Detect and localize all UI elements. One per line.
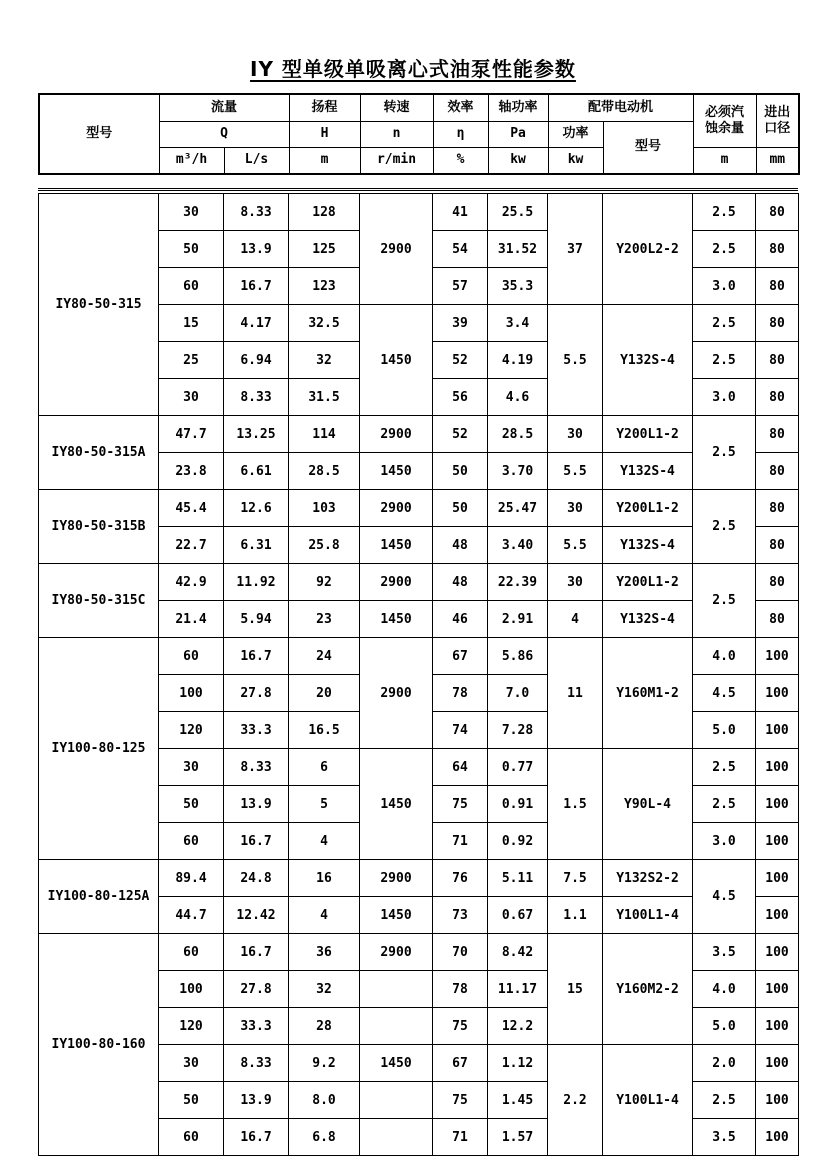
- table-cell: 2900: [360, 860, 433, 897]
- motor-power-label: 功率: [548, 121, 603, 147]
- table-cell: 2.5: [693, 490, 756, 564]
- pump-model-cell: IY100-80-160: [39, 934, 159, 1156]
- table-cell: 60: [159, 823, 224, 860]
- table-cell: 2.91: [488, 601, 548, 638]
- shaft-power-unit: kw: [488, 147, 548, 174]
- table-cell: 4.6: [488, 379, 548, 416]
- table-cell: 1450: [360, 305, 433, 416]
- table-cell: Y90L-4: [603, 749, 693, 860]
- col-header-flow: 流量: [159, 94, 289, 121]
- table-cell: 25: [159, 342, 224, 379]
- table-cell: Y132S-4: [603, 601, 693, 638]
- table-cell: 75: [433, 1008, 488, 1045]
- table-cell: 4: [289, 823, 360, 860]
- table-cell: 16.7: [224, 638, 289, 675]
- table-cell: 12.2: [488, 1008, 548, 1045]
- table-cell: 123: [289, 268, 360, 305]
- table-cell: 114: [289, 416, 360, 453]
- table-cell: 24: [289, 638, 360, 675]
- table-cell: 12.6: [224, 490, 289, 527]
- table-cell: 1.5: [548, 749, 603, 860]
- table-cell: 80: [756, 342, 799, 379]
- table-cell: 80: [756, 490, 799, 527]
- table-cell: 50: [159, 786, 224, 823]
- table-cell: 75: [433, 786, 488, 823]
- table-cell: 13.25: [224, 416, 289, 453]
- header-row-1: [39, 94, 799, 121]
- table-cell: 30: [159, 1045, 224, 1082]
- table-cell: 3.0: [693, 823, 756, 860]
- table-cell: 8.42: [488, 934, 548, 971]
- table-cell: 57: [433, 268, 488, 305]
- col-header-motor: 配带电动机: [548, 94, 693, 121]
- table-cell: 15: [548, 934, 603, 1045]
- col-header-speed: 转速: [360, 94, 433, 121]
- table-cell: 2900: [360, 638, 433, 749]
- table-cell: 23: [289, 601, 360, 638]
- table-cell: 48: [433, 527, 488, 564]
- table-cell: 16.7: [224, 934, 289, 971]
- table-cell: 4: [289, 897, 360, 934]
- table-cell: 45.4: [159, 490, 224, 527]
- pump-model-cell: IY80-50-315B: [39, 490, 159, 564]
- table-cell: 50: [159, 1082, 224, 1119]
- table-cell: 32: [289, 971, 360, 1008]
- table-cell: 30: [159, 749, 224, 786]
- table-cell: Y160M1-2: [603, 638, 693, 749]
- table-cell: 27.8: [224, 675, 289, 712]
- table-cell: 16.5: [289, 712, 360, 749]
- table-row: [39, 490, 799, 527]
- table-cell: 100: [756, 1008, 799, 1045]
- table-cell: 2900: [360, 194, 433, 305]
- table-cell: 2.5: [693, 1082, 756, 1119]
- table-cell: 21.4: [159, 601, 224, 638]
- table-cell: 16.7: [224, 823, 289, 860]
- table-cell: 1450: [360, 453, 433, 490]
- table-cell: 76: [433, 860, 488, 897]
- table-cell: 80: [756, 268, 799, 305]
- table-cell: 2.5: [693, 342, 756, 379]
- table-cell: 5.5: [548, 305, 603, 416]
- table-cell: 8.33: [224, 194, 289, 231]
- pump-table-body: [38, 193, 799, 1156]
- table-cell: 74: [433, 712, 488, 749]
- table-cell: 92: [289, 564, 360, 601]
- speed-unit: r/min: [360, 147, 433, 174]
- table-cell: 4: [548, 601, 603, 638]
- table-cell: 1450: [360, 897, 433, 934]
- table-cell: 7.5: [548, 860, 603, 897]
- table-cell: 50: [433, 453, 488, 490]
- table-cell: 6: [289, 749, 360, 786]
- pump-model-cell: IY100-80-125: [39, 638, 159, 860]
- table-cell: 1.12: [488, 1045, 548, 1082]
- section-divider-rule: [38, 188, 798, 191]
- table-cell: Y132S-4: [603, 453, 693, 490]
- table-cell: 6.94: [224, 342, 289, 379]
- table-cell: 100: [756, 749, 799, 786]
- table-cell: 2.5: [693, 305, 756, 342]
- table-cell: 3.5: [693, 1119, 756, 1156]
- table-cell: 5.5: [548, 453, 603, 490]
- table-cell: Y200L1-2: [603, 490, 693, 527]
- table-cell: 11: [548, 638, 603, 749]
- port-unit: mm: [756, 147, 799, 174]
- table-cell: 52: [433, 416, 488, 453]
- table-cell: 67: [433, 1045, 488, 1082]
- table-cell: 37: [548, 194, 603, 305]
- npsh-label-line1: 必须汽: [705, 104, 745, 120]
- table-cell: 128: [289, 194, 360, 231]
- table-cell: 31.52: [488, 231, 548, 268]
- table-cell: 16.7: [224, 1119, 289, 1156]
- table-cell: 4.5: [693, 675, 756, 712]
- col-header-npsh: [693, 94, 756, 147]
- head-unit: m: [289, 147, 360, 174]
- table-cell: 3.5: [693, 934, 756, 971]
- shaft-power-symbol: Pa: [488, 121, 548, 147]
- table-cell: 80: [756, 194, 799, 231]
- table-cell: 100: [756, 823, 799, 860]
- table-cell: 16.7: [224, 268, 289, 305]
- table-cell: 100: [756, 971, 799, 1008]
- table-cell: 80: [756, 564, 799, 601]
- table-cell: 7.28: [488, 712, 548, 749]
- table-cell: 2.0: [693, 1045, 756, 1082]
- col-header-efficiency: 效率: [433, 94, 488, 121]
- table-cell: 30: [159, 194, 224, 231]
- table-cell: 35.3: [488, 268, 548, 305]
- table-cell: 60: [159, 268, 224, 305]
- table-cell: 78: [433, 971, 488, 1008]
- table-cell: 120: [159, 712, 224, 749]
- table-cell: 4.0: [693, 971, 756, 1008]
- table-cell: 13.9: [224, 1082, 289, 1119]
- head-symbol: H: [289, 121, 360, 147]
- table-cell: [360, 1008, 433, 1045]
- table-cell: 36: [289, 934, 360, 971]
- table-cell: 67: [433, 638, 488, 675]
- table-cell: 41: [433, 194, 488, 231]
- efficiency-unit: %: [433, 147, 488, 174]
- table-cell: Y200L2-2: [603, 194, 693, 305]
- table-cell: 1450: [360, 527, 433, 564]
- table-cell: 2.5: [693, 416, 756, 490]
- pump-model-cell: IY80-50-315: [39, 194, 159, 416]
- table-cell: 73: [433, 897, 488, 934]
- table-area: [38, 93, 798, 1156]
- npsh-label-line2: 蚀余量: [705, 120, 745, 136]
- table-cell: [360, 1082, 433, 1119]
- table-cell: 3.0: [693, 379, 756, 416]
- table-cell: Y160M2-2: [603, 934, 693, 1045]
- table-cell: 100: [756, 1045, 799, 1082]
- table-cell: 20: [289, 675, 360, 712]
- table-cell: 60: [159, 638, 224, 675]
- table-cell: 120: [159, 1008, 224, 1045]
- table-cell: [360, 1119, 433, 1156]
- pump-model-cell: IY80-50-315C: [39, 564, 159, 638]
- table-cell: [360, 971, 433, 1008]
- table-cell: 1450: [360, 749, 433, 860]
- table-cell: 5.11: [488, 860, 548, 897]
- efficiency-symbol: η: [433, 121, 488, 147]
- table-row: [39, 194, 799, 231]
- table-cell: 30: [548, 416, 603, 453]
- table-cell: 48: [433, 564, 488, 601]
- motor-power-unit: kw: [548, 147, 603, 174]
- table-cell: 28.5: [289, 453, 360, 490]
- table-cell: 3.70: [488, 453, 548, 490]
- table-cell: 39: [433, 305, 488, 342]
- table-cell: Y200L1-2: [603, 416, 693, 453]
- table-row: [39, 860, 799, 897]
- table-cell: 80: [756, 453, 799, 490]
- table-cell: 0.77: [488, 749, 548, 786]
- table-cell: 70: [433, 934, 488, 971]
- table-cell: 80: [756, 527, 799, 564]
- table-cell: Y132S-4: [603, 305, 693, 416]
- col-header-head: 扬程: [289, 94, 360, 121]
- table-cell: 100: [756, 860, 799, 897]
- table-cell: 2900: [360, 564, 433, 601]
- table-cell: 44.7: [159, 897, 224, 934]
- table-cell: 24.8: [224, 860, 289, 897]
- table-cell: 2.5: [693, 786, 756, 823]
- table-cell: 103: [289, 490, 360, 527]
- table-cell: 1450: [360, 601, 433, 638]
- table-cell: 2900: [360, 934, 433, 971]
- table-cell: 52: [433, 342, 488, 379]
- table-cell: 5.86: [488, 638, 548, 675]
- table-cell: 11.17: [488, 971, 548, 1008]
- table-cell: 47.7: [159, 416, 224, 453]
- table-cell: 6.31: [224, 527, 289, 564]
- table-cell: 78: [433, 675, 488, 712]
- table-cell: 27.8: [224, 971, 289, 1008]
- table-cell: 125: [289, 231, 360, 268]
- table-cell: 71: [433, 1119, 488, 1156]
- table-cell: 8.0: [289, 1082, 360, 1119]
- table-cell: 5.0: [693, 1008, 756, 1045]
- table-cell: 56: [433, 379, 488, 416]
- table-cell: 100: [756, 712, 799, 749]
- table-cell: 1.57: [488, 1119, 548, 1156]
- table-cell: 25.47: [488, 490, 548, 527]
- flow-unit-m3h: m³/h: [159, 147, 224, 174]
- table-cell: 7.0: [488, 675, 548, 712]
- table-cell: 30: [548, 564, 603, 601]
- table-cell: 5.0: [693, 712, 756, 749]
- table-cell: 32.5: [289, 305, 360, 342]
- table-cell: Y132S-4: [603, 527, 693, 564]
- table-cell: 5: [289, 786, 360, 823]
- table-cell: 12.42: [224, 897, 289, 934]
- table-cell: 15: [159, 305, 224, 342]
- table-cell: 9.2: [289, 1045, 360, 1082]
- table-cell: 6.8: [289, 1119, 360, 1156]
- table-cell: 100: [756, 1082, 799, 1119]
- table-cell: 5.94: [224, 601, 289, 638]
- table-cell: 100: [159, 971, 224, 1008]
- table-row: [39, 934, 799, 971]
- table-cell: 54: [433, 231, 488, 268]
- col-header-shaft-power: 轴功率: [488, 94, 548, 121]
- table-cell: 71: [433, 823, 488, 860]
- table-cell: 5.5: [548, 527, 603, 564]
- pump-table-header: [38, 93, 800, 175]
- table-cell: 89.4: [159, 860, 224, 897]
- npsh-unit: m: [693, 147, 756, 174]
- table-cell: 80: [756, 305, 799, 342]
- table-cell: 0.67: [488, 897, 548, 934]
- table-cell: 30: [548, 490, 603, 527]
- motor-model-label: 型号: [603, 121, 693, 174]
- col-header-port: [756, 94, 799, 147]
- page-title: IY 型单级单吸离心式油泵性能参数: [250, 57, 576, 81]
- table-cell: 25.8: [289, 527, 360, 564]
- table-cell: 100: [756, 934, 799, 971]
- table-cell: 46: [433, 601, 488, 638]
- pump-model-cell: IY80-50-315A: [39, 416, 159, 490]
- table-cell: 25.5: [488, 194, 548, 231]
- table-cell: 6.61: [224, 453, 289, 490]
- table-cell: 2.2: [548, 1045, 603, 1156]
- flow-unit-ls: L/s: [224, 147, 289, 174]
- table-cell: 0.92: [488, 823, 548, 860]
- table-cell: 1.1: [548, 897, 603, 934]
- table-cell: 0.91: [488, 786, 548, 823]
- table-cell: 3.0: [693, 268, 756, 305]
- table-cell: 8.33: [224, 749, 289, 786]
- table-cell: 80: [756, 231, 799, 268]
- table-cell: 100: [756, 638, 799, 675]
- table-cell: 2900: [360, 490, 433, 527]
- speed-symbol: n: [360, 121, 433, 147]
- table-cell: Y200L1-2: [603, 564, 693, 601]
- table-cell: 3.4: [488, 305, 548, 342]
- table-cell: 28: [289, 1008, 360, 1045]
- table-cell: 11.92: [224, 564, 289, 601]
- table-cell: 50: [433, 490, 488, 527]
- table-cell: 2.5: [693, 564, 756, 638]
- table-cell: 22.39: [488, 564, 548, 601]
- table-cell: 3.40: [488, 527, 548, 564]
- table-cell: 13.9: [224, 786, 289, 823]
- table-cell: 2.5: [693, 749, 756, 786]
- table-cell: 8.33: [224, 1045, 289, 1082]
- pump-model-cell: IY100-80-125A: [39, 860, 159, 934]
- table-cell: 2900: [360, 416, 433, 453]
- table-cell: 32: [289, 342, 360, 379]
- table-row: [39, 416, 799, 453]
- table-cell: 80: [756, 601, 799, 638]
- flow-symbol: Q: [159, 121, 289, 147]
- table-cell: Y132S2-2: [603, 860, 693, 897]
- table-cell: 4.19: [488, 342, 548, 379]
- col-header-model: 型号: [39, 94, 159, 174]
- table-cell: 23.8: [159, 453, 224, 490]
- table-cell: 100: [756, 786, 799, 823]
- table-cell: 64: [433, 749, 488, 786]
- table-cell: 33.3: [224, 712, 289, 749]
- table-cell: 16: [289, 860, 360, 897]
- table-cell: 80: [756, 416, 799, 453]
- table-cell: 1450: [360, 1045, 433, 1082]
- table-cell: 4.17: [224, 305, 289, 342]
- table-cell: 100: [756, 1119, 799, 1156]
- table-cell: 2.5: [693, 194, 756, 231]
- table-cell: 8.33: [224, 379, 289, 416]
- table-cell: 2.5: [693, 231, 756, 268]
- table-cell: 100: [756, 675, 799, 712]
- table-cell: 4.0: [693, 638, 756, 675]
- table-cell: 31.5: [289, 379, 360, 416]
- table-cell: Y100L1-4: [603, 1045, 693, 1156]
- table-cell: 50: [159, 231, 224, 268]
- table-cell: 75: [433, 1082, 488, 1119]
- table-cell: 100: [159, 675, 224, 712]
- port-label-line2: 口径: [764, 120, 791, 136]
- table-row: [39, 638, 799, 675]
- table-cell: 13.9: [224, 231, 289, 268]
- table-cell: 42.9: [159, 564, 224, 601]
- table-cell: 22.7: [159, 527, 224, 564]
- table-cell: 100: [756, 897, 799, 934]
- table-cell: 60: [159, 934, 224, 971]
- table-row: [39, 564, 799, 601]
- table-cell: 28.5: [488, 416, 548, 453]
- table-cell: Y100L1-4: [603, 897, 693, 934]
- table-cell: 60: [159, 1119, 224, 1156]
- table-cell: 1.45: [488, 1082, 548, 1119]
- pump-table-rows: [39, 194, 799, 1156]
- table-cell: 4.5: [693, 860, 756, 934]
- port-label-line1: 进出: [764, 104, 791, 120]
- table-cell: 33.3: [224, 1008, 289, 1045]
- table-cell: 30: [159, 379, 224, 416]
- table-cell: 80: [756, 379, 799, 416]
